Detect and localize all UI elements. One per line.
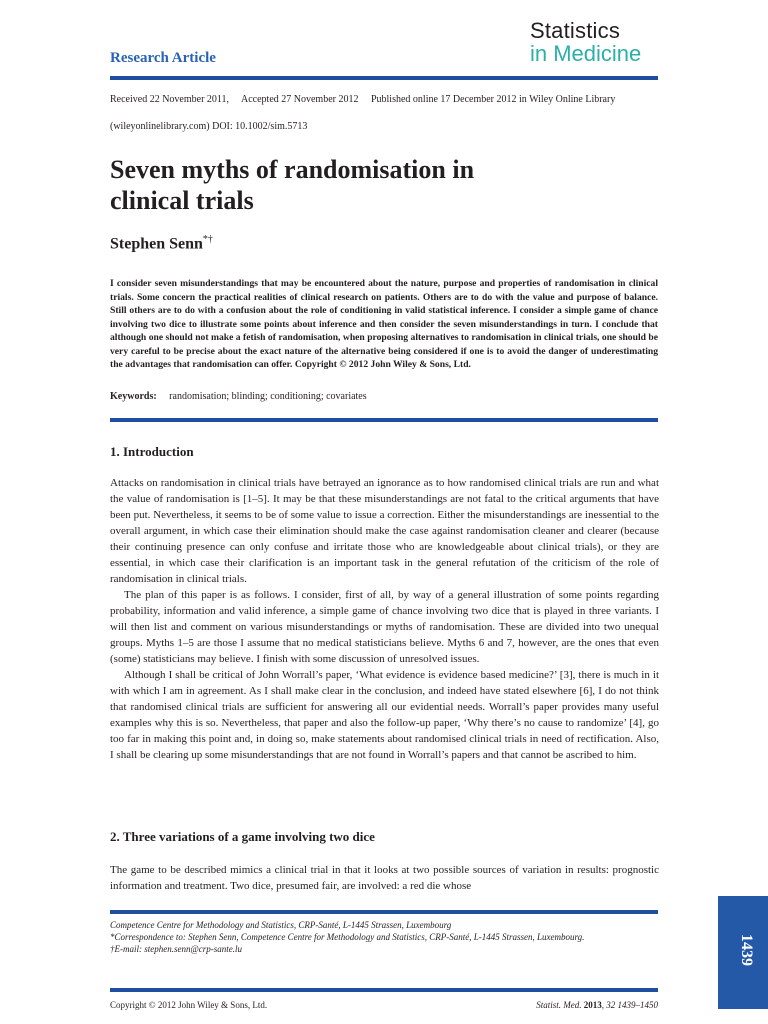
author-name: Stephen Senn — [110, 235, 203, 253]
title-line-2: clinical trials — [110, 186, 254, 215]
footer-citation — [510, 1000, 658, 1010]
accepted-date: Accepted 27 November 2012 — [241, 94, 359, 105]
introduction-body — [110, 475, 659, 763]
journal-name-line1: Statistics — [530, 18, 621, 43]
citation-year: 2013 — [583, 1000, 602, 1010]
footnote-rule — [110, 910, 658, 914]
keywords-label: Keywords: — [110, 391, 157, 402]
abstract: I consider seven misunderstandings that may be encountered about the nature, purpose and properties of randomisation in clinical trials. Some concern the practical realities of clinical research on patients. Others are to do with the value and purpose of balance. Still others are to do with a confusion about the role of conditioning in valid statistical inference. I consider a simple game of chance involving two dice to illustrate some points about inference and then consider the seven misunderstandings in turn. I conclude that although one should not make a fetish of randomisation, when proposing alternatives to randomisation in clinical trials, one should be very careful to be precise about the exact nature of the alternative being considered if one is to avoid the danger of underestimating the advantages that randomisation can offer. Copyright © 2012 John Wiley & Sons, Ltd. — [110, 278, 658, 370]
dice-game-body — [110, 862, 659, 894]
citation-pages: , 32 1439–1450 — [601, 1000, 658, 1010]
citation-journal: Statist. Med. — [536, 1000, 582, 1010]
published-date: Published online 17 December 2012 in Wiley Online Library — [370, 94, 616, 105]
page-number: 1439 — [738, 934, 755, 966]
article-title — [110, 154, 630, 216]
author-marks: *† — [202, 234, 213, 245]
journal-name-line2: in Medicine — [530, 41, 642, 66]
page-number-tab — [718, 896, 768, 1009]
paragraph: The plan of this paper is as follows. I consider, first of all, by way of a general illustration of some points regarding probability, information and valid inference, a simple game of chance involving two dice that is played in three variants. I will then list and comment on various misunderstandings or myths of randomisation. These are divided into two unequal groups. Myths 1–5 are those I assume that no medical statisticians believe. Myths 6 and 7, however, are the ones that even (some) statisticians may believe. I finish with some discussion of unresolved issues. — [110, 589, 659, 665]
doi: (wileyonlinelibrary.com) DOI: 10.1002/sim.5713 — [110, 121, 308, 132]
affiliation: Competence Centre for Methodology and Statistics, CRP-Santé, L-1445 Strassen, Luxembourg — [110, 920, 452, 930]
keywords-text: randomisation; blinding; conditioning; covariates — [169, 391, 367, 402]
keywords — [110, 391, 367, 402]
section-heading-introduction: 1. Introduction — [110, 444, 194, 459]
paragraph: The game to be described mimics a clinical trial in that it looks at two possible sources of variation in results: prognostic information and treatment. Two dice, presumed fair, are involved: a red die whose — [110, 864, 659, 892]
header-rule — [110, 76, 658, 80]
correspondence: *Correspondence to: Stephen Senn, Competence Centre for Methodology and Statistics, CRP-Santé, L-1445 Strassen, Luxembourg. — [110, 932, 585, 942]
paragraph: Although I shall be critical of John Worrall’s paper, ‘What evidence is evidence based medicine?’ [3], there is much in it with which I am in agreement. As I shall make clear in the conclusion, and indeed have stated elsewhere [6], I do not think that randomised clinical trials are sufficient for answering all our evidential needs. Worrall’s paper provides many useful examples why this is so. Nevertheless, that paper and also the follow-up paper, ‘Why there’s no cause to randomize’ [4], go too far in making this point and, in doing so, make statements about randomised clinical trials in need of rectification. Also, I shall be clearing up some misunderstandings that are not found in Worrall’s papers and that cannot be ascribed to him. — [110, 669, 659, 761]
footnotes — [110, 919, 659, 955]
author — [110, 234, 213, 253]
abstract-rule — [110, 418, 658, 422]
footer-rule — [110, 988, 658, 992]
received-date: Received 22 November 2011, — [110, 94, 230, 105]
section-heading-dice-game: 2. Three variations of a game involving two dice — [110, 829, 375, 844]
publication-dates — [110, 94, 625, 105]
email: †E-mail: stephen.senn@crp-sante.lu — [110, 944, 243, 954]
paragraph: Attacks on randomisation in clinical trials have betrayed an ignorance as to how randomised clinical trials are run and what the value of randomisation is [1–5]. It may be that these misunderstandings are not fatal to the critical arguments that have been put. Nevertheless, it seems to be of some value to issue a correction. Either the misunderstandings are inessential to the overall argument, in which case their elimination should make the case against randomisation cleaner and clearer (because their continuing presence can only confuse and irritate those who are knowledgeable about clinical trials), or they are essential, in which case their clarification is an important task in the general refutation of the criticism of the role of randomisation in clinical trials. — [110, 477, 659, 585]
footer-copyright: Copyright © 2012 John Wiley & Sons, Ltd. — [110, 1000, 268, 1010]
article-type-label: Research Article — [110, 50, 216, 66]
title-line-1: Seven myths of randomisation in — [110, 155, 475, 184]
